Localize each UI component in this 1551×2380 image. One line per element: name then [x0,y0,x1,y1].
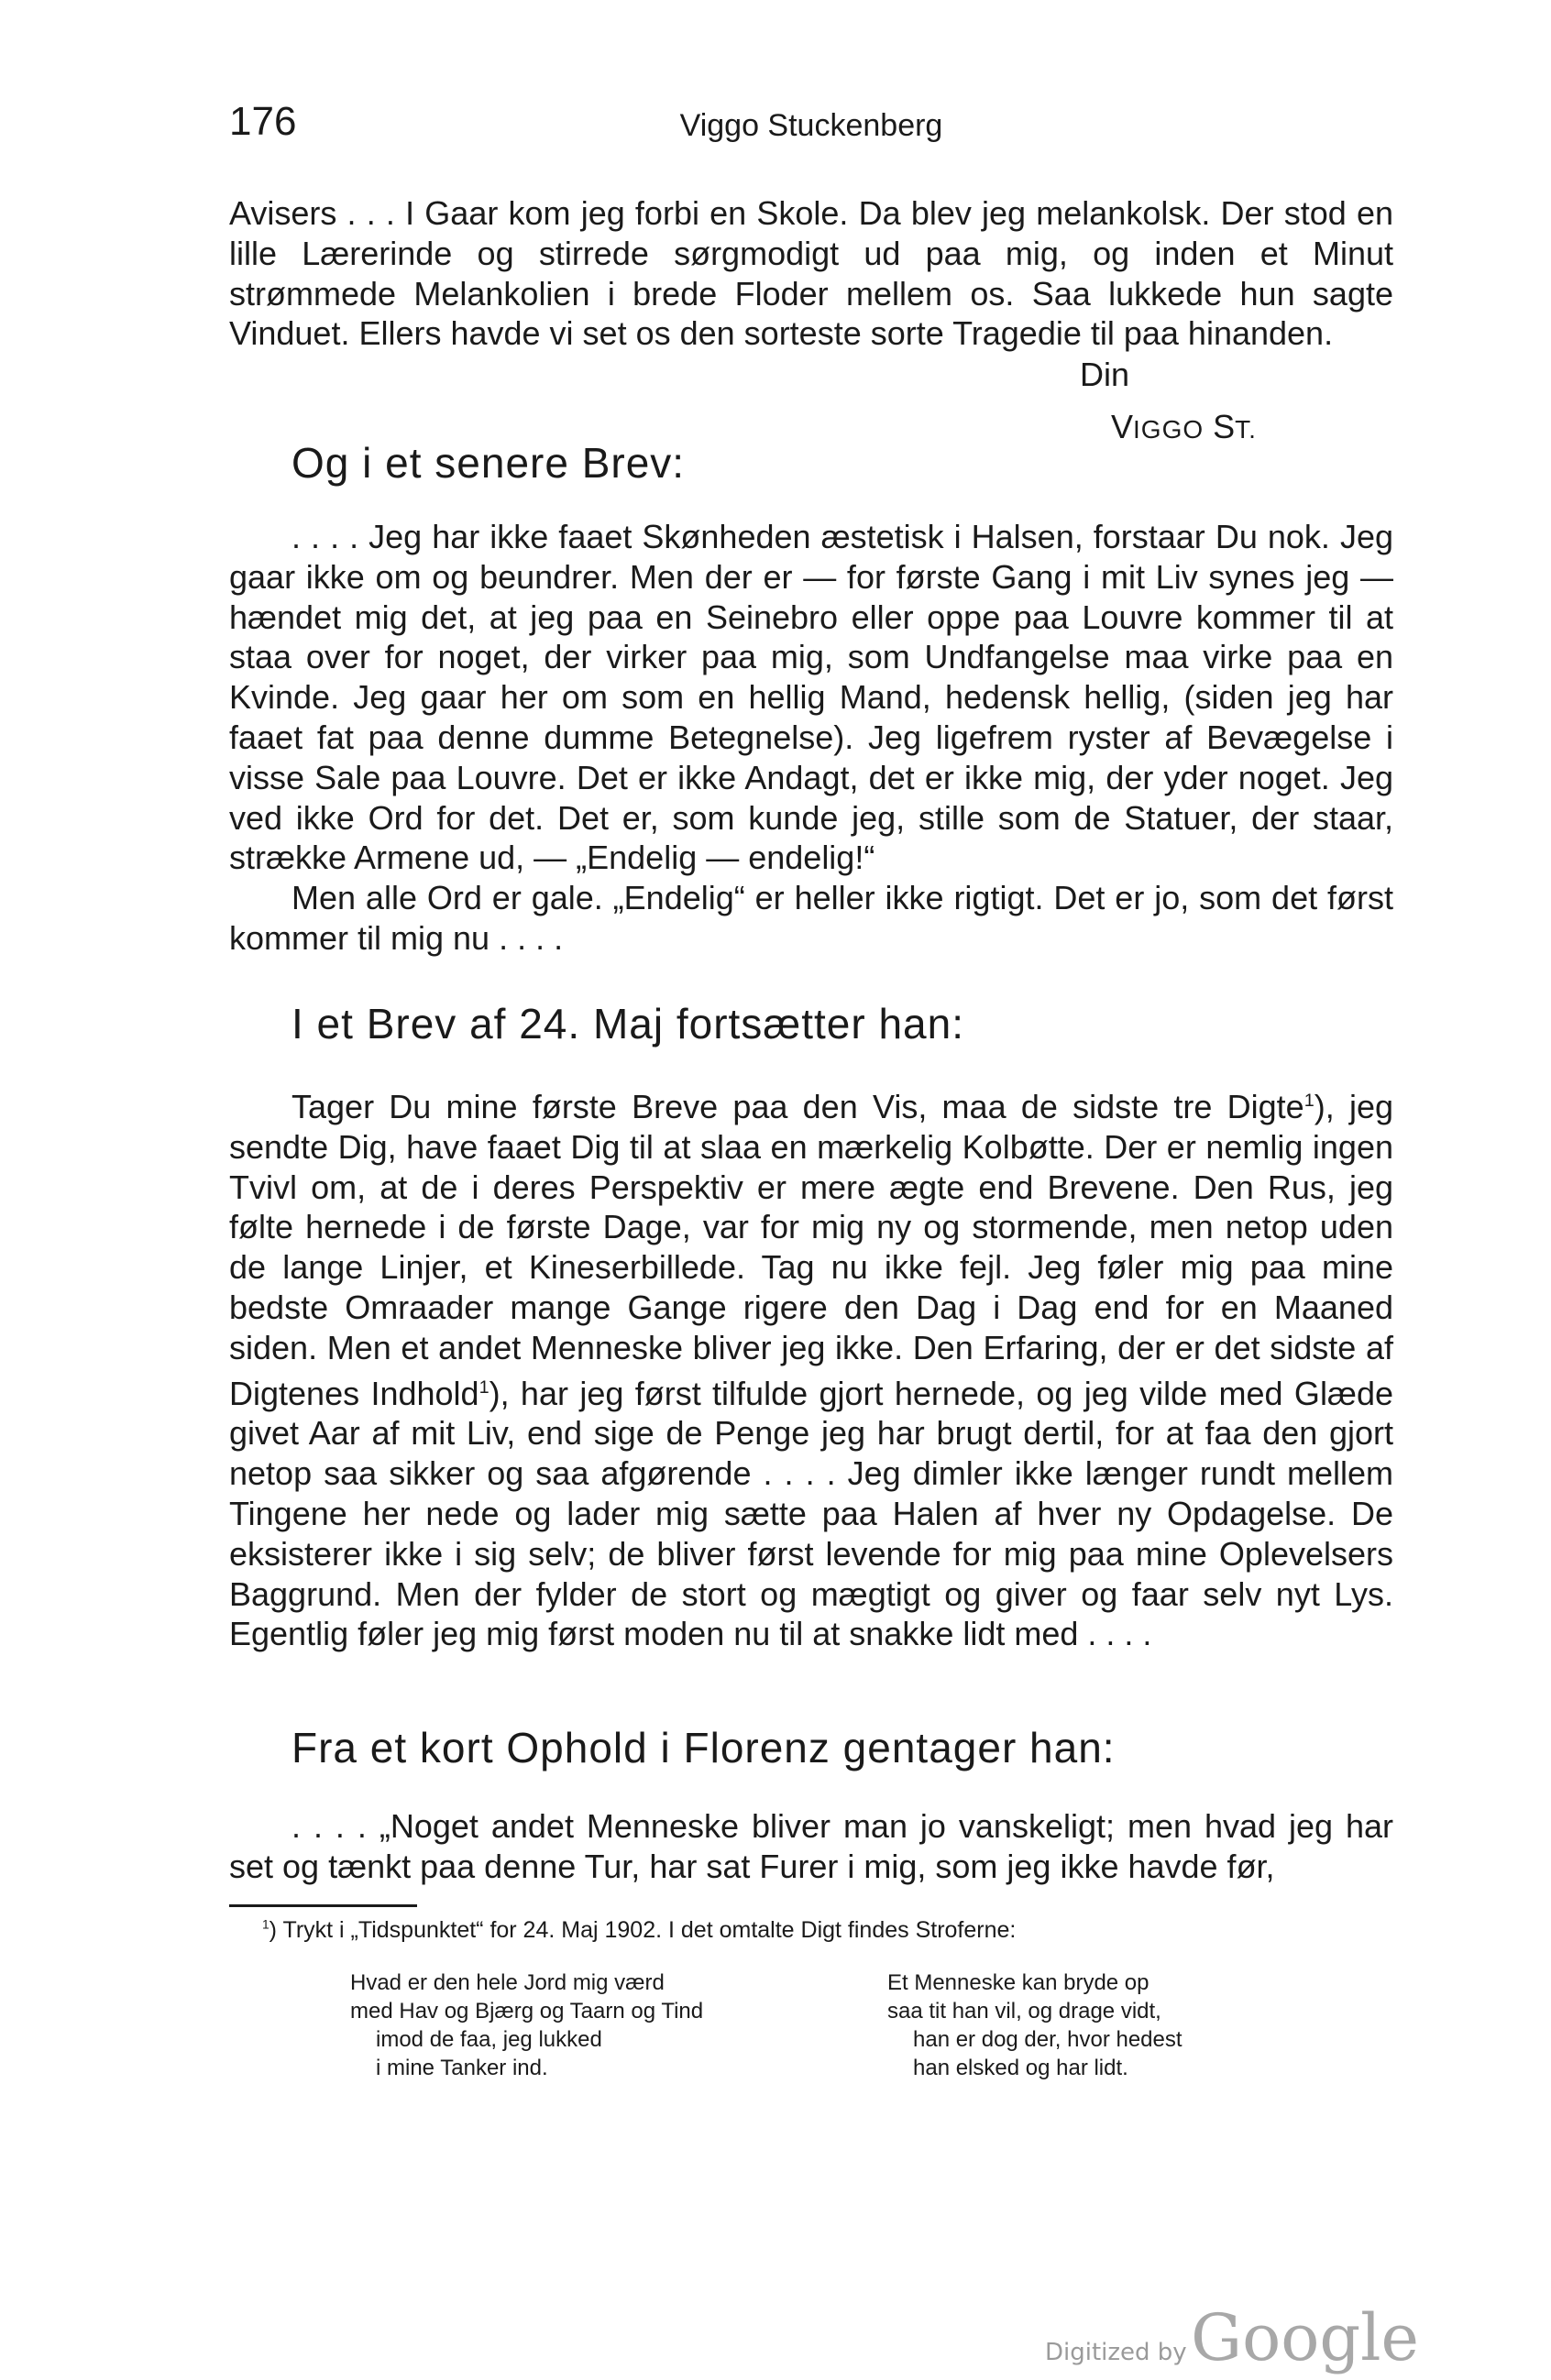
footnote-poem-left [350,1969,703,2082]
letter-3-paragraph: Tager Du mine første Breve paa den Vis, maa de sidste tre Digte$^1$), jeg sendte Dig, have faaet Dig til at slaa en mærkelig Kolbøtte. Der er nemlig ingen Tvivl om, at de i deres Perspektiv er mere ægte end Brevene. Den Rus, jeg følte hernede i de første Dage, var for mig ny og stormende, men netop uden de lange Linjer, et Kineserbillede. Tag nu ikke fejl. Jeg føler mig paa mine bedste Omraader mange Gange rigere den Dag i Dag end for en Maaned siden. Men et andet Menneske bliver jeg ikke. Den Erfaring, der er det sidste af Digtenes Indhold$^1$), har jeg først tilfulde gjort hernede, og jeg vilde med Glæde givet Aar af mit Liv, end sige de Penge jeg har brugt dertil, for at faa den gjort netop saa sikker og saa afgørende . . . . Jeg dimler ikke længer rundt mellem Tingene her nede og lader mig sætte paa Halen af hver ny Opdagelse. De eksisterer ikke i sig selv; de bliver først levende for mig paa mine Oplevelsers Baggrund. Men der fylder de stort og mægtigt og giver og faar selv nyt Lys. Egentlig føler jeg mig først moden nu til at snakke lidt med . . . . [229,1088,1393,1653]
letter-1-paragraph: Avisers . . . I Gaar kom jeg forbi en Skole. Da blev jeg melankolsk. Der stod en lille Lærerinde og stirrede sørgmodigt ud paa mig, og inden et Minut strømmede Melankolien i brede Floder mellem os. Saa lukkede hun sagte Vinduet. Ellers havde vi set os den sorteste sorte Tragedie til paa hinanden. [229,194,1393,353]
running-head: Viggo Stuckenberg [679,108,943,143]
poem-line: Et Menneske kan bryde op [887,1970,1150,1995]
digitized-watermark [1045,2300,1419,2375]
page-number: 176 [229,99,297,144]
letter-excerpt-2 [229,517,1393,959]
watermark-text: Digitized by [1045,2339,1187,2366]
footnote [262,1917,1016,1944]
footnote-reference: 1 [478,1376,490,1398]
letter-closing: Din [1080,356,1130,393]
letter-signature: VIGGO ST. [1111,408,1257,445]
footnote-divider [229,1904,417,1907]
poem-line: Hvad er den hele Jord mig værd [350,1970,665,1995]
letter-2-paragraph-2: Men alle Ord er gale. „Endelig“ er heller ikke rigtigt. Det er jo, som det først kommer til mig nu . . . . [229,879,1393,957]
section-heading-later-letter: Og i et senere Brev: [292,439,686,487]
letter-excerpt-1 [229,193,1393,354]
poem-line: imod de faa, jeg lukked [376,2027,602,2052]
letter-4-paragraph: . . . . „Noget andet Menneske bliver man jo vanskeligt; men hvad jeg har set og tænkt paa denne Tur, har sat Furer i mig, som jeg ikke havde før, [229,1807,1393,1885]
poem-line: med Hav og Bjærg og Taarn og Tind [350,1999,704,2024]
letter-excerpt-3 [229,1081,1393,1654]
letter-2-paragraph-1: . . . . Jeg har ikke faaet Skønheden æstetisk i Halsen, forstaar Du nok. Jeg gaar ikke om og beundrer. Men der er — for første Gang i mit Liv synes jeg — hændet mig det, at jeg paa en Seinebro eller oppe paa Louvre kommer til at staa over for noget, der virker paa mig, som Undfangelse maa virke paa en Kvinde. Jeg gaar her om som en hellig Mand, hedensk hellig, (siden jeg har faaet fat paa denne dumme Betegnelse). Jeg ligefrem ryster af Bevægelse i visse Sale paa Louvre. Det er ikke Andagt, det er ikke mig, der yder noget. Jeg ved ikke Ord for det. Det er, som kunde jeg, stille som de Statuer, der staar, strække Armene ud, — „Endelig — endelig!“ [229,518,1393,877]
poem-line: i mine Tanker ind. [376,2056,548,2080]
poem-line: han er dog der, hvor hedest [913,2027,1182,2052]
footnote-reference: 1 [1304,1091,1314,1111]
footnote-text: ) Trykt i „Tidspunktet“ for 24. Maj 1902. I det omtalte Digt findes Stroferne: [269,1917,1017,1943]
section-heading-florence: Fra et kort Ophold i Florenz gentager han: [292,1724,1116,1771]
google-logo: Google [1191,2300,1419,2375]
poem-line: saa tit han vil, og drage vidt, [887,1999,1161,2024]
letter-excerpt-4 [229,1806,1393,1887]
poem-line: han elsked og har lidt. [913,2056,1128,2080]
page-header [229,99,1393,154]
section-heading-may-letter: I et Brev af 24. Maj fortsætter han: [292,1000,964,1047]
footnote-mark: 1 [262,1917,270,1932]
footnote-poem-right [887,1969,1182,2082]
